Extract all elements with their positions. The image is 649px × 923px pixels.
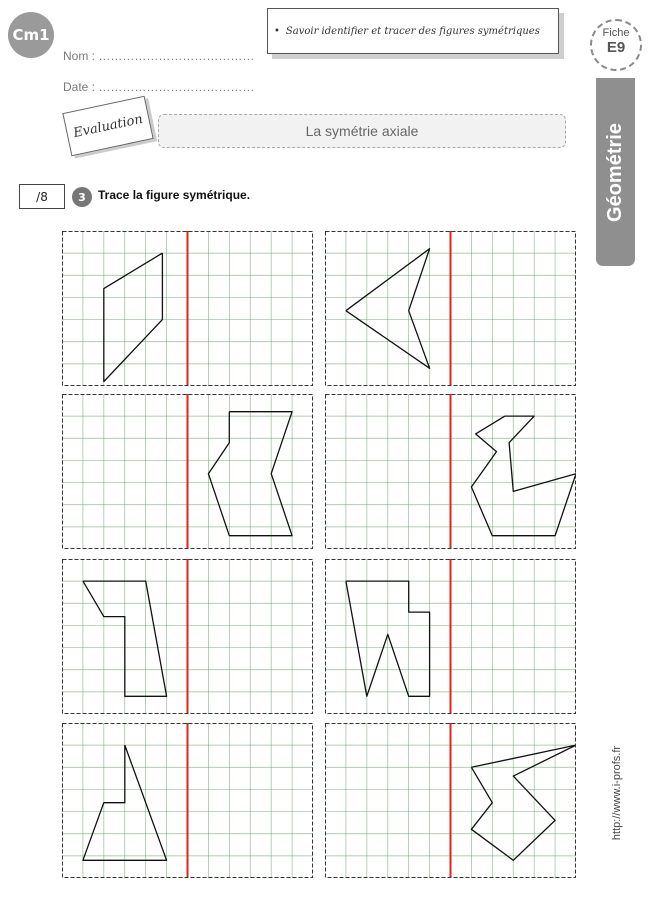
grid-8 — [325, 723, 576, 878]
fiche-badge — [590, 19, 642, 71]
level-badge: Cm1 — [8, 12, 54, 58]
page-title: La symétrie axiale — [158, 114, 566, 148]
objective-text: Savoir identifier et tracer des figures symétriques — [285, 25, 540, 37]
figure-outline — [104, 253, 163, 382]
grid-7 — [62, 723, 313, 878]
evaluation-card: Evaluation — [62, 96, 153, 157]
fiche-code: E9 — [606, 39, 626, 56]
grid-4 — [325, 394, 576, 549]
score-box: /8 — [19, 184, 65, 209]
footer-url: http://www.i-profs.fr — [611, 745, 624, 841]
name-field-label: Nom : ………………………………… — [63, 49, 255, 63]
grid-3 — [62, 394, 313, 549]
grid-5 — [62, 559, 313, 714]
subject-tab-text-wrap — [596, 78, 635, 266]
subject-tab-label: Géométrie — [604, 122, 626, 222]
objective-card — [267, 8, 559, 54]
bullet-icon: • — [274, 25, 280, 37]
figure-outline — [471, 416, 576, 536]
exercise-instruction: Trace la figure symétrique. — [98, 188, 251, 202]
grid-1 — [62, 231, 313, 386]
fiche-label: Fiche — [602, 27, 630, 39]
grid-2 — [325, 231, 576, 386]
url-wrap — [604, 728, 630, 858]
grid-6 — [325, 559, 576, 714]
figure-outline — [471, 745, 576, 860]
exercise-number: 3 — [72, 187, 92, 207]
date-field-label: Date : ………………………………… — [63, 80, 255, 94]
